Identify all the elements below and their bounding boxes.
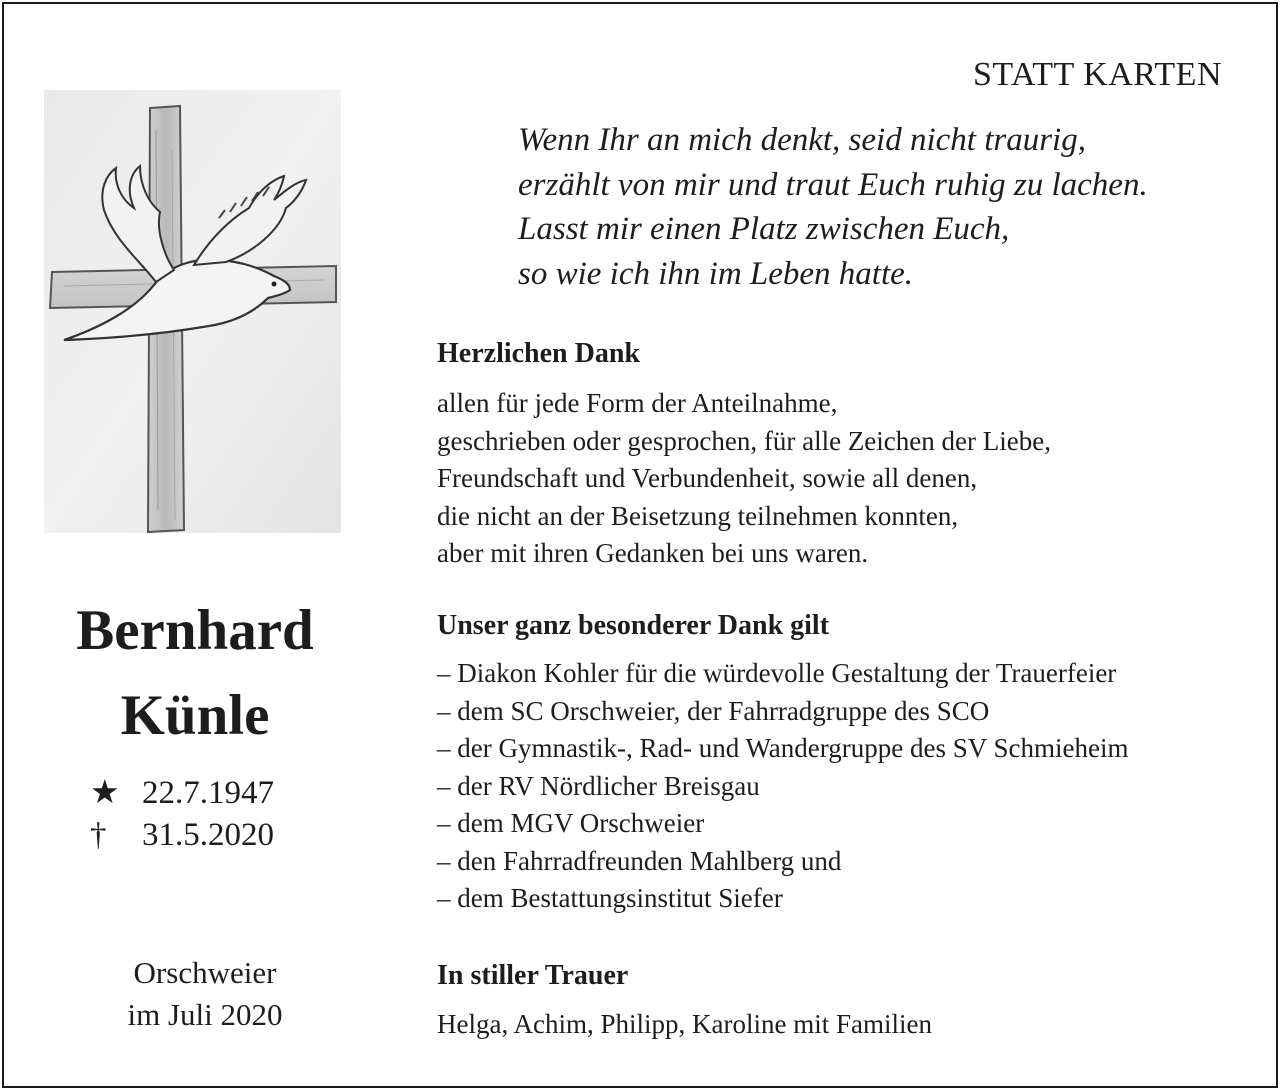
mourners-names: Helga, Achim, Philipp, Karoline mit Familien <box>437 1009 932 1039</box>
poem <box>518 118 1148 296</box>
list-item: – dem SC Orschweier, der Fahrradgruppe des SCO <box>437 695 990 726</box>
poem-line: Wenn Ihr an mich denkt, seid nicht traurig, <box>518 122 1086 158</box>
thanks-line: Freundschaft und Verbundenheit, sowie all denen, <box>437 463 978 493</box>
dove-cross-icon <box>44 90 341 533</box>
death-date: 31.5.2020 <box>142 817 274 853</box>
thanks-line: allen für jede Form der Anteilnahme, <box>437 388 838 418</box>
list-item: – Diakon Kohler für die würdevolle Gestaltung der Trauerfeier <box>437 658 1117 688</box>
birth-row <box>90 772 274 814</box>
special-thanks-list <box>437 655 1128 918</box>
list-item: – der RV Nördlicher Breisgau <box>437 770 760 801</box>
thanks-line: aber mit ihren Gedanken bei uns waren. <box>437 538 869 568</box>
death-row <box>90 814 274 856</box>
cross-icon: † <box>90 817 107 853</box>
place-and-date <box>60 952 350 1036</box>
birth-date: 22.7.1947 <box>142 775 274 811</box>
last-name: Künle <box>120 684 270 747</box>
life-dates <box>90 772 274 856</box>
thanks-line: geschrieben oder gesprochen, für alle Zeichen der Liebe, <box>437 425 1051 456</box>
list-item: – den Fahrradfreunden Mahlberg und <box>437 845 842 876</box>
first-name: Bernhard <box>76 599 314 662</box>
poem-line: so wie ich ihn im Leben hatte. <box>518 255 914 292</box>
poem-line: erzählt von mir und traut Euch ruhig zu lachen. <box>518 166 1148 203</box>
list-item: – dem MGV Orschweier <box>437 808 705 838</box>
date-line: im Juli 2020 <box>127 997 283 1032</box>
list-item: – dem Bestattungsinstitut Siefer <box>437 883 783 913</box>
thanks-text <box>437 385 1051 573</box>
special-thanks-heading: Unser ganz besonderer Dank gilt <box>437 610 830 641</box>
mourners-heading: In stiller Trauer <box>437 960 629 991</box>
poem-line: Lasst mir einen Platz zwischen Euch, <box>518 211 1010 247</box>
thanks-line: die nicht an der Beisetzung teilnehmen konnten, <box>437 500 959 531</box>
place: Orschweier <box>133 955 277 990</box>
deceased-name <box>40 588 350 758</box>
star-icon: ★ <box>90 775 120 811</box>
list-item: – der Gymnastik-, Rad- und Wandergruppe des SV Schmieheim <box>437 733 1129 763</box>
statt-karten-label: STATT KARTEN <box>973 56 1222 93</box>
thanks-heading: Herzlichen Dank <box>437 338 640 369</box>
